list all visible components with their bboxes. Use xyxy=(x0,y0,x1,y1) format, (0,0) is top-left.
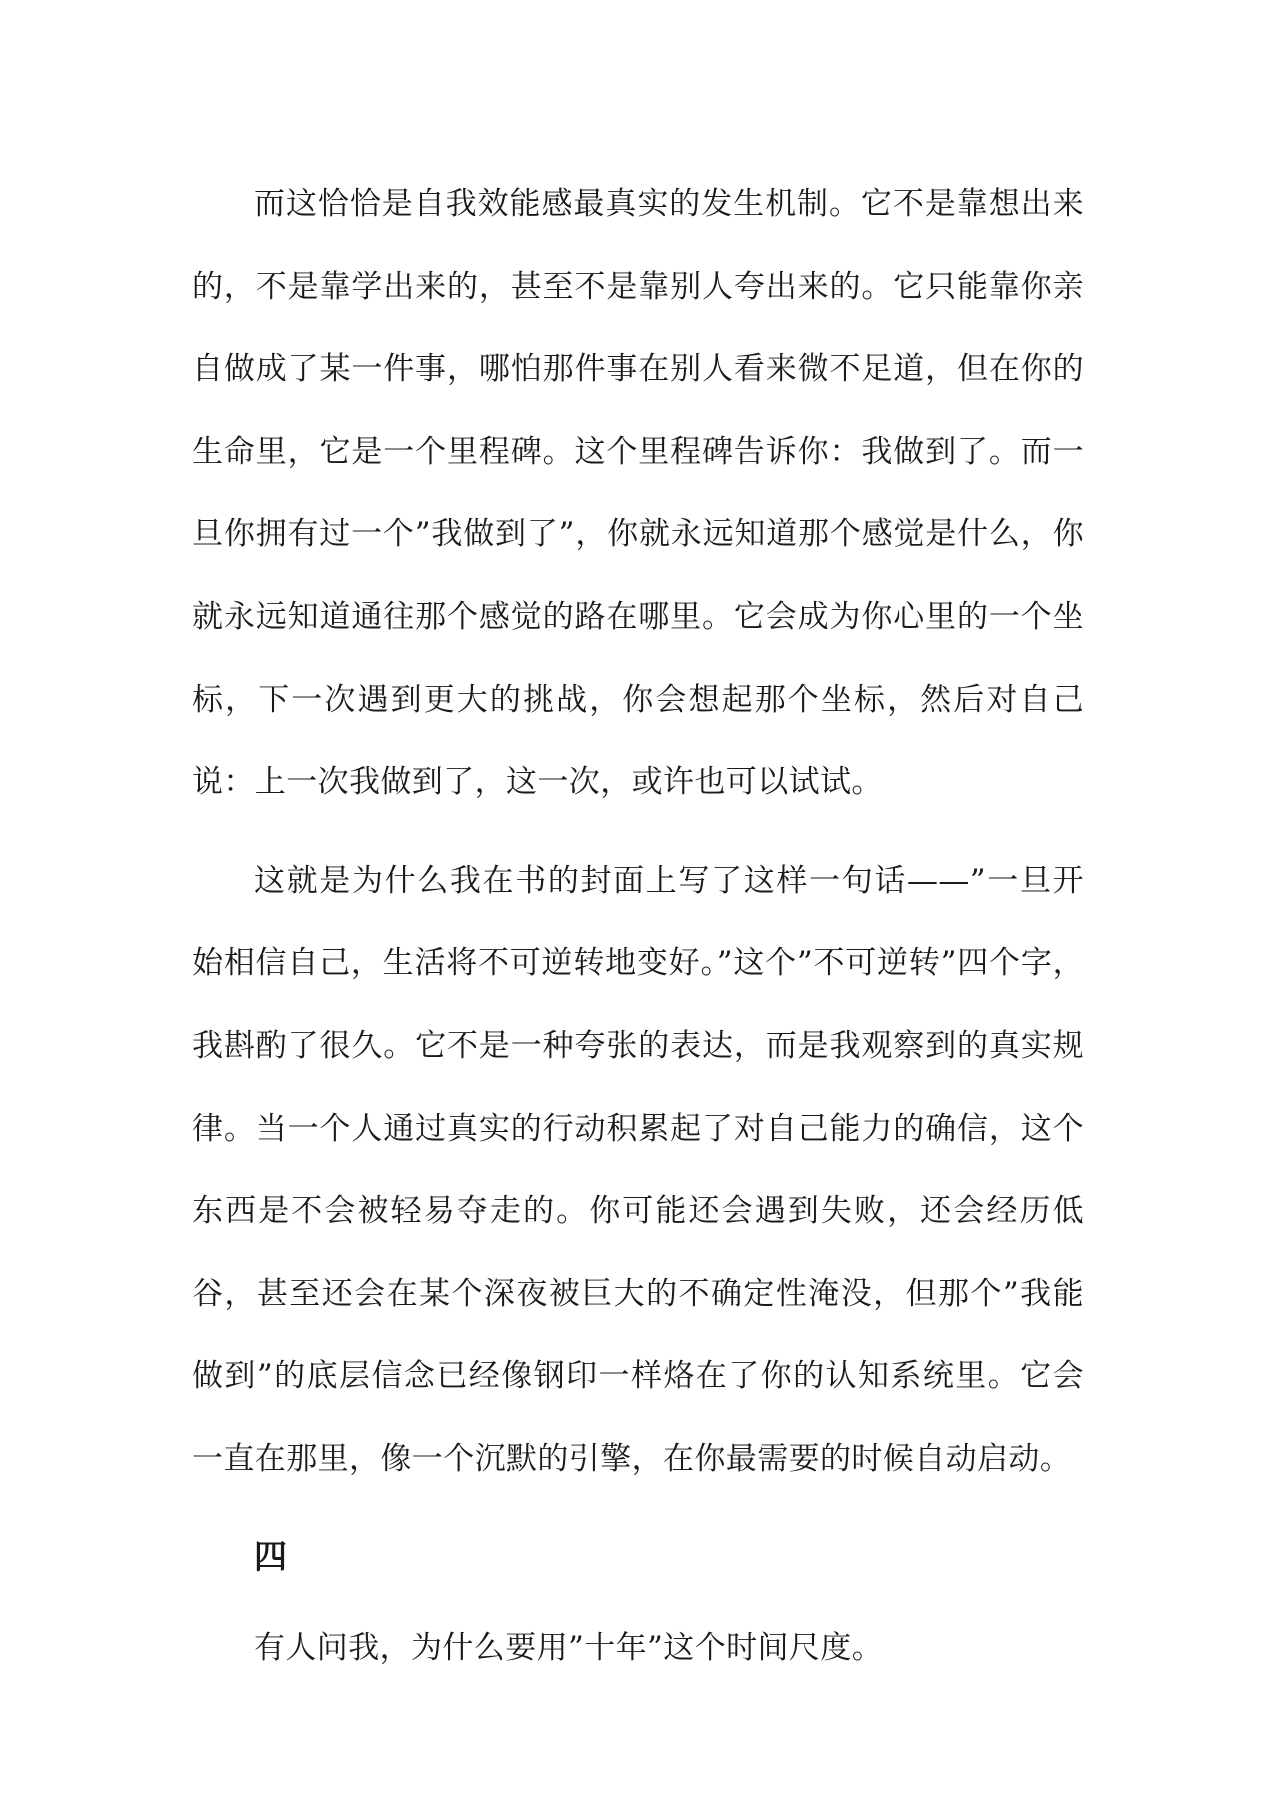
section-heading: 四 xyxy=(254,1536,287,1576)
paragraph-ten-years: 有人问我，为什么要用”十年”这个时间尺度。 xyxy=(254,1629,884,1666)
paragraph-irreversible: 这就是为什么我在书的封面上写了这样一句话——”一旦开始相信自己，生活将不可逆转地变好。”这个”不可逆转”四个字，我斟酌了很久。它不是一种夸张的表达，而是我观察到的真实规律。当一个人通过真实的行动积累起了对自己能力的确信，这个东西是不会被轻易夺走的。你可能还会遇到失败，还会经历低谷，甚至还会在某个深夜被巨大的不确定性淹没，但那个”我能做到”的底层信念已经像钢印一样烙在了你的认知系统里。它会一直在那里，像一个沉默的引擎，在你最需要的时候自动启动。 xyxy=(192,862,1084,1477)
paragraph-self-efficacy: 而这恰恰是自我效能感最真实的发生机制。它不是靠想出来的，不是靠学出来的，甚至不是靠别人夸出来的。它只能靠你亲自做成了某一件事，哪怕那件事在别人看来微不足道，但在你的生命里，它是一个里程碑。这个里程碑告诉你：我做到了。而一旦你拥有过一个”我做到了”，你就永远知道那个感觉是什么，你就永远知道通往那个感觉的路在哪里。它会成为你心里的一个坐标，下一次遇到更大的挑战，你会想起那个坐标，然后对自己说：上一次我做到了，这一次，或许也可以试试。 xyxy=(192,186,1084,801)
document-body xyxy=(192,163,1084,1705)
